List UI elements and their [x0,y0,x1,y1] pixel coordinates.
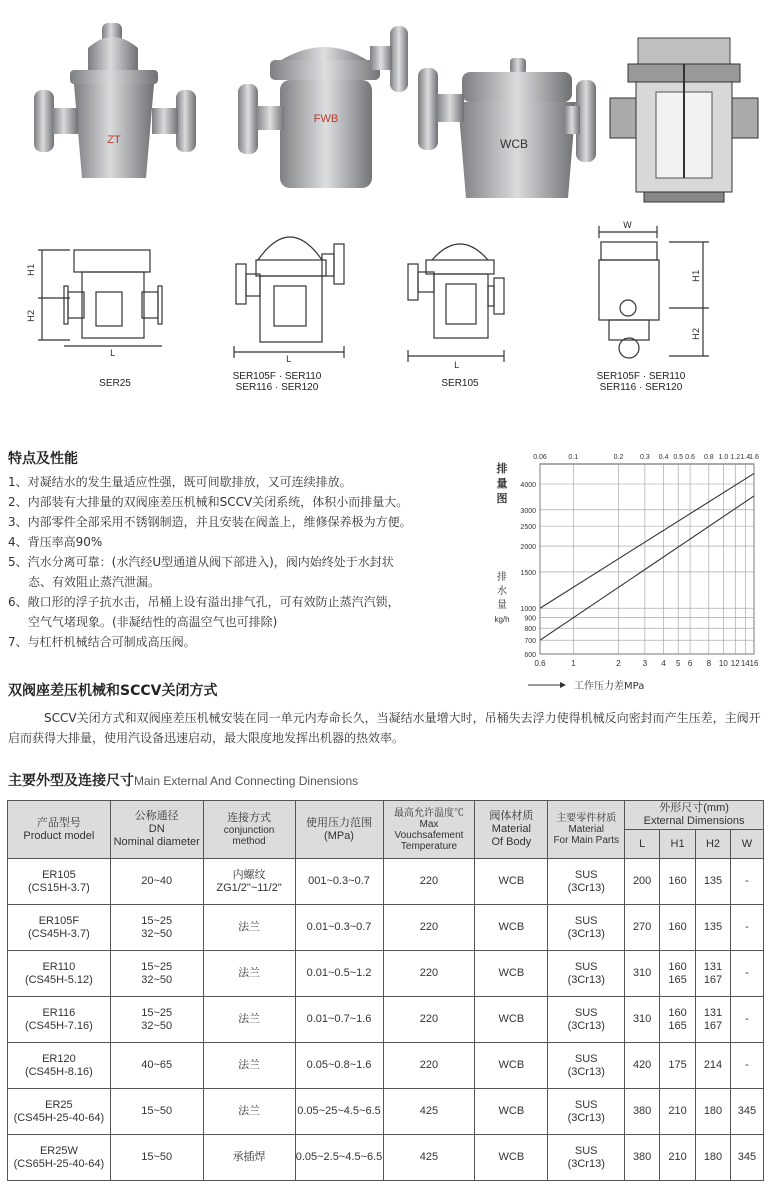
cell-temp: 425 [383,1135,475,1181]
cell-pressure: 0.01~0.5~1.2 [295,951,383,997]
table-row [8,1043,764,1089]
cell-dn: 15~25 32~50 [110,997,203,1043]
cell-parts: SUS (3Cr13) [548,951,625,997]
cell-conn: 内螺纹 ZG1/2"~11/2" [203,859,295,905]
photo-label: FWB [313,113,339,125]
col-header-pressure: 使用压力范围 (MPa) [295,801,383,859]
col-header-L: L [625,830,660,859]
cell-dn: 20~40 [110,859,203,905]
x-top-tick-label: 1.4 [740,454,751,461]
cell-pressure: 0.01~0.3~0.7 [295,905,383,951]
x-tick-label: 6 [687,659,693,668]
y-label-unit: kg/h [494,615,510,624]
cell-dn: 15~25 32~50 [110,951,203,997]
y-tick-label: 900 [524,615,536,623]
y-tick-label: 600 [524,652,536,659]
cell-pressure: 0.05~2.5~4.5~6.5 [295,1135,383,1181]
cell-H2: 180 [696,1135,731,1181]
col-header-conn: 连接方式 conjunction method [203,801,295,859]
cell-pressure: 0.05~25~4.5~6.5 [295,1089,383,1135]
cell-model: ER116 (CS45H-7.16) [8,997,111,1043]
cell-H1: 210 [660,1135,696,1181]
col-header-body: 阀体材质 Material Of Body [475,801,548,859]
cell-model: ER25W (CS65H-25-40-64) [8,1135,111,1181]
cell-body: WCB [475,1089,548,1135]
table-row [8,997,764,1043]
dim-label: H1 [27,263,37,276]
feature-item: 4、背压率高90% [8,535,103,549]
x-top-tick-label: 0.8 [703,454,714,461]
sccv-title: 双阀座差压机械和SCCV关闭方式 [8,683,218,699]
y-tick-label: 2500 [520,524,536,532]
table-row [8,859,764,905]
cell-H1: 160 [660,905,696,951]
table-row [8,1135,764,1181]
feature-item: 2、内部装有大排量的双阀座差压机械和SCCV关闭系统，体积小而排量大。 [8,495,409,509]
x-top-tick-label: 1.2 [730,454,741,461]
cell-L: 380 [625,1135,660,1181]
table-title-en: Main External And Connecting Dinensions [134,774,359,788]
x-tick-label: 8 [706,659,712,668]
x-tick-label: 0.6 [534,659,546,668]
cell-pressure: 0.01~0.7~1.6 [295,997,383,1043]
feature-item: 5、汽水分离可靠：(水汽经U型通道从阀下部进入)，阀内始终处于水封状 [8,555,394,569]
product-photo-er105 [414,50,599,210]
col-header-H1: H1 [660,830,696,859]
spec-table [7,800,764,1181]
y-tick-label: 2000 [520,544,536,552]
x-axis-label: 工作压力差MPa [574,681,645,692]
cell-H2: 135 [696,859,731,905]
y-label-char: 量 [497,600,507,611]
diagram-ser105f [230,212,350,364]
x-top-tick-label: 0.5 [673,454,684,461]
x-tick-label: 10 [718,659,728,668]
col-header-dn: 公称通径 DN Nominal diameter [110,801,203,859]
col-header-W: W [730,830,763,859]
diagram-caption: SER105 [441,378,479,389]
feature-item: 1、对凝结水的发生量适应性强，既可间歇排放，又可连续排放。 [8,475,352,489]
cell-conn: 法兰 [203,905,295,951]
cell-W: - [730,997,763,1043]
cell-model: ER110 (CS45H-5.12) [8,951,111,997]
cell-H2: 131 167 [696,951,731,997]
cell-conn: 承插焊 [203,1135,295,1181]
diagram-ser105f-side [585,220,715,368]
chart-title-char: 排 [496,462,508,475]
cell-body: WCB [475,1135,548,1181]
diagram-ser25 [27,232,190,362]
cell-L: 420 [625,1043,660,1089]
diagram-caption: SER25 [99,378,131,389]
cell-H1: 160 [660,859,696,905]
x-tick-label: 16 [749,659,759,668]
y-tick-label: 700 [524,638,536,646]
cell-H2: 214 [696,1043,731,1089]
cell-model: ER105F (CS45H-3.7) [8,905,111,951]
cell-parts: SUS (3Cr13) [548,997,625,1043]
photo-label: ZT [107,134,121,146]
cell-model: ER120 (CS45H-8.16) [8,1043,111,1089]
diagram-ser105 [400,222,520,372]
col-header-ext: 外形尺寸(mm) External Dimensions [625,801,764,830]
x-tick-label: 5 [675,659,681,668]
features-list [8,472,478,652]
x-tick-label: 1 [571,659,576,668]
cell-W: 345 [730,1089,763,1135]
feature-item: 态、有效阻止蒸汽泄漏。 [28,575,161,589]
diagram-caption: SER105F · SER110 SER116 · SER120 [596,371,686,393]
cell-dn: 15~50 [110,1135,203,1181]
x-top-tick-label: 0.06 [533,454,547,461]
dim-label: H1 [692,269,702,282]
table-title [8,770,358,790]
y-tick-label: 3000 [520,507,536,515]
col-header-model: 产品型号 Product model [8,801,111,859]
col-header-H2: H2 [696,830,731,859]
dim-label: L [110,349,116,359]
product-cutaway-photo [608,28,760,206]
dim-label: L [454,361,460,371]
x-tick-label: 12 [730,659,740,668]
capacity-chart [488,442,768,702]
product-photo-er25 [30,18,200,198]
table-row [8,905,764,951]
cell-temp: 220 [383,905,475,951]
cell-parts: SUS (3Cr13) [548,905,625,951]
cell-body: WCB [475,859,548,905]
cell-dn: 40~65 [110,1043,203,1089]
cell-conn: 法兰 [203,951,295,997]
table-row [8,1089,764,1135]
cell-H2: 131 167 [696,997,731,1043]
cell-dn: 15~50 [110,1089,203,1135]
cell-H2: 135 [696,905,731,951]
feature-item: 7、与杠杆机械结合可制成高压阀。 [8,635,196,649]
x-tick-label: 14 [740,659,750,668]
sccv-paragraph: SCCV关闭方式和双阀座差压机械安装在同一单元内寿命长久，当凝结水量增大时，吊桶失去浮力使得机械反向密封而产生压差，主阀开启而获得大排量，使用汽设备迅速启动，最大限度地发挥出机器的热效率。 [8,711,761,745]
y-tick-label: 1500 [520,569,536,577]
cell-H1: 210 [660,1089,696,1135]
cell-body: WCB [475,1043,548,1089]
x-top-tick-label: 0.4 [658,454,669,461]
cell-H1: 175 [660,1043,696,1089]
product-photo-er105f [230,22,415,202]
y-tick-label: 800 [524,626,536,634]
cell-L: 200 [625,859,660,905]
chart-title-char: 量 [496,477,508,490]
cell-temp: 425 [383,1089,475,1135]
x-top-tick-label: 1.0 [718,454,729,461]
cell-L: 380 [625,1089,660,1135]
photo-label: WCB [500,137,528,151]
cell-temp: 220 [383,1043,475,1089]
y-label-char: 排 [497,572,507,583]
feature-item: 空气气堵现象。(非凝结性的高温空气也可排除) [28,615,278,629]
cell-L: 270 [625,905,660,951]
cell-conn: 法兰 [203,1089,295,1135]
cell-H2: 180 [696,1089,731,1135]
y-tick-label: 4000 [520,481,536,489]
x-label-arrowhead [560,682,566,688]
cell-temp: 220 [383,951,475,997]
cell-temp: 220 [383,859,475,905]
series-line-upper [540,473,754,608]
cell-parts: SUS (3Cr13) [548,1089,625,1135]
cell-L: 310 [625,951,660,997]
dim-label: W [623,221,632,231]
cell-W: - [730,951,763,997]
table-title-cn: 主要外型及连接尺寸 [8,773,134,789]
x-tick-label: 3 [642,659,648,668]
x-tick-label: 4 [661,659,666,668]
diagram-caption: SER105F · SER110 SER116 · SER120 [232,371,322,393]
cell-body: WCB [475,905,548,951]
cell-pressure: 0.05~0.8~1.6 [295,1043,383,1089]
table-row [8,951,764,997]
feature-item: 3、内部零件全部采用不锈钢制造，并且安装在阀盖上，维修保养极为方便。 [8,515,412,529]
col-header-temp: 最高允许温度℃ Max Vouchsafement Temperature [383,801,475,859]
cell-parts: SUS (3Cr13) [548,1135,625,1181]
cell-W: 345 [730,1135,763,1181]
dim-label: L [286,355,292,365]
x-tick-label: 2 [616,659,621,668]
x-top-tick-label: 0.1 [568,454,579,461]
dim-label: H2 [27,309,37,322]
y-label-char: 水 [497,586,507,597]
cell-body: WCB [475,951,548,997]
feature-item: 6、敞口形的浮子抗水击，吊桶上设有溢出排气孔，可有效防止蒸汽汽锁， [8,595,400,609]
cell-model: ER105 (CS15H-3.7) [8,859,111,905]
cell-temp: 220 [383,997,475,1043]
x-top-tick-label: 1.6 [749,454,759,461]
cell-H1: 160 165 [660,997,696,1043]
cell-W: - [730,905,763,951]
col-header-parts: 主要零件材质 Material For Main Parts [548,801,625,859]
cell-dn: 15~25 32~50 [110,905,203,951]
cell-conn: 法兰 [203,997,295,1043]
features-title: 特点及性能 [8,451,78,467]
cell-W: - [730,859,763,905]
chart-title-char: 图 [496,492,508,505]
cell-body: WCB [475,997,548,1043]
cell-W: - [730,1043,763,1089]
cell-H1: 160 165 [660,951,696,997]
cell-model: ER25 (CS45H-25-40-64) [8,1089,111,1135]
cell-L: 310 [625,997,660,1043]
cell-parts: SUS (3Cr13) [548,859,625,905]
y-tick-label: 1000 [520,606,536,614]
cell-pressure: 001~0.3~0.7 [295,859,383,905]
series-line-lower [540,496,754,640]
x-top-tick-label: 0.6 [685,454,695,461]
x-top-tick-label: 0.3 [640,454,650,461]
cell-conn: 法兰 [203,1043,295,1089]
x-top-tick-label: 0.2 [613,454,624,461]
plot-frame [540,464,754,654]
cell-parts: SUS (3Cr13) [548,1043,625,1089]
dim-label: H2 [692,327,702,340]
